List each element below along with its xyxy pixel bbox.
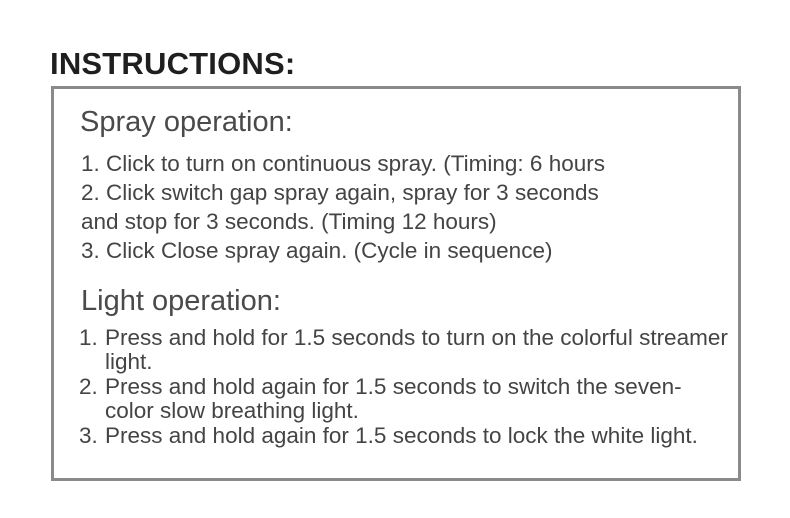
page-title: INSTRUCTIONS: xyxy=(50,46,296,81)
list-item xyxy=(79,424,729,448)
list-item-number: 3. xyxy=(79,423,98,448)
list-item-text: Press and hold again for 1.5 seconds to switch the seven-color slow breathing light. xyxy=(105,374,682,423)
light-operation-title: Light operation: xyxy=(81,285,281,317)
spray-line: 2. Click switch gap spray again, spray for 3 seconds xyxy=(81,180,599,205)
instructions-box xyxy=(51,86,741,481)
list-item-text: Press and hold for 1.5 seconds to turn on the colorful streamer light. xyxy=(105,325,728,374)
list-item-number: 2. xyxy=(79,374,98,399)
spray-operation-title: Spray operation: xyxy=(80,106,293,138)
list-item-number: 1. xyxy=(79,325,98,350)
list-item xyxy=(79,375,729,423)
spray-line: and stop for 3 seconds. (Timing 12 hours) xyxy=(81,209,497,234)
spray-line: 3. Click Close spray again. (Cycle in sequence) xyxy=(81,238,553,263)
list-item-text: Press and hold again for 1.5 seconds to lock the white light. xyxy=(105,423,698,448)
spray-operation-text xyxy=(81,149,721,265)
list-item xyxy=(79,326,729,374)
light-operation-list xyxy=(79,326,729,449)
spray-line: 1. Click to turn on continuous spray. (Timing: 6 hours xyxy=(81,151,605,176)
